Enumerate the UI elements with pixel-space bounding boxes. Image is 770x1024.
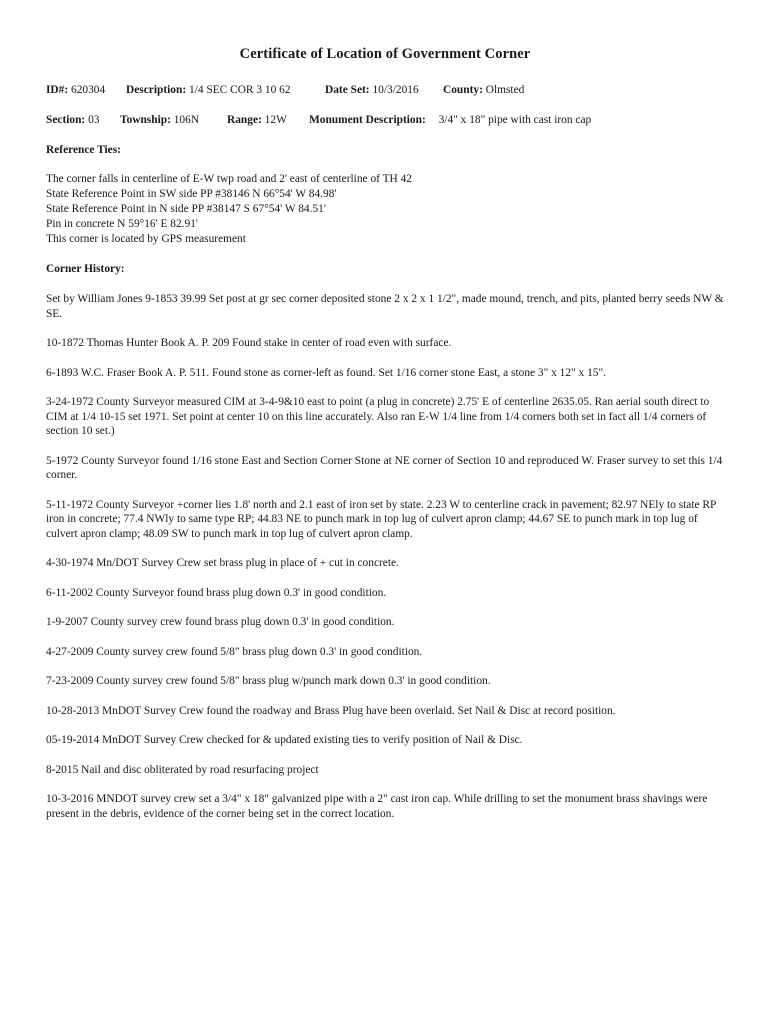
id-label: ID#: [46,84,69,96]
history-entry: 05-19-2014 MnDOT Survey Crew checked for & updated existing ties to verify position of Nail & Disc. [46,734,523,746]
range-label: Range: [227,114,262,126]
county-field [443,83,524,98]
township-field [120,113,199,128]
history-entry: 6-11-2002 County Surveyor found brass plug down 0.3' in good condition. [46,586,387,599]
history-entry: 5-1972 County Surveyor found 1/16 stone East and Section Corner Stone at NE corner of Section 10 and reproduced W. Fraser survey to set this 1/4 corner. [46,454,723,481]
description-field [126,83,291,98]
id-field [46,83,105,98]
history-entry: 8-2015 Nail and disc obliterated by road resurfacing project [46,763,319,776]
date-set-field [325,83,419,98]
range-value: 12W [264,114,287,126]
reference-ties-heading: Reference Ties: [46,144,121,156]
description-label: Description: [126,84,187,96]
history-entry: 10-3-2016 MNDOT survey crew set a 3/4" x 18" galvanized pipe with a 2" cast iron cap. While drilling to set the monument brass shavings were present in the debris, evidence of the corner being set in the correct location. [46,793,708,820]
section-value: 03 [88,114,100,126]
monument-value: 3/4" x 18" pipe with cast iron cap [438,114,592,126]
page-title: Certificate of Location of Government Corner [239,46,531,62]
history-entry: 10-1872 Thomas Hunter Book A. P. 209 Found stake in center of road even with surface. [46,337,452,349]
history-entry: 1-9-2007 County survey crew found brass plug down 0.3' in good condition. [46,616,395,628]
history-entry: 10-28-2013 MnDOT Survey Crew found the roadway and Brass Plug have been overlaid. Set Nail & Disc at record position. [46,704,616,717]
corner-history-heading: Corner History: [46,263,125,275]
monument-field [309,113,591,128]
reference-tie-line: Pin in concrete N 59°16' E 82.91' [46,218,198,230]
history-entry: 4-30-1974 Mn/DOT Survey Crew set brass plug in place of + cut in concrete. [46,557,399,569]
date-set-label: Date Set: [325,84,370,96]
date-set-value: 10/3/2016 [372,84,419,96]
history-entry: 7-23-2009 County survey crew found 5/8" brass plug w/punch mark down 0.3' in good condition. [46,675,491,687]
corner-history-list [46,292,730,836]
history-entry: 4-27-2009 County survey crew found 5/8" brass plug down 0.3' in good condition. [46,645,423,658]
history-entry: 6-1893 W.C. Fraser Book A. P. 511. Found stone as corner-left as found. Set 1/16 corner stone East, a stone 3" x 12" x 15". [46,366,606,379]
township-value: 106N [173,114,200,126]
description-value: 1/4 SEC COR 3 10 62 [188,84,291,96]
county-value: Olmsted [485,84,525,96]
section-field [46,113,99,128]
history-entry: Set by William Jones 9-1853 39.99 Set post at gr sec corner deposited stone 2 x 2 x 1 1/2", made mound, trench, and pits, planted berry seeds NW & SE. [46,293,724,320]
history-entry: 5-11-1972 County Surveyor +corner lies 1.8' north and 2.1 east of iron set by state. 2.23 W to centerline crack in pavement; 82.97 NEly to state RP iron in concrete; 77.4 NWly to same type RP; 44.83 NE to punch mark in top lug of culvert apron clamp; 44.67 SE to punch mark in top lug of culvert apron clamp; 48.09 SW to punch mark in top lug of culvert apron clamp. [46,498,716,540]
reference-tie-line: This corner is located by GPS measurement [46,233,246,245]
reference-ties-list [46,172,726,247]
history-entry: 3-24-1972 County Surveyor measured CIM at 3-4-9&10 east to point (a plug in concrete) 2.75' E of centerline 2635.05. Ran aerial south direct to CIM at 1/4 10-15 set 1971. Set point at center 10 on this line accurately. Also ran E-W 1/4 line from 1/4 corners both set in fact all 1/4 corners of section 10 set.) [46,396,710,437]
reference-tie-line: State Reference Point in SW side PP #38146 N 66°54' W 84.98' [46,188,337,200]
reference-tie-line: State Reference Point in N side PP #38147 S 67°54' W 84.51' [46,203,326,215]
id-value: 620304 [71,84,106,96]
county-label: County: [443,84,483,96]
township-label: Township: [120,114,171,126]
range-field [227,113,287,128]
monument-label: Monument Description: [309,114,426,126]
reference-tie-line: The corner falls in centerline of E-W twp road and 2' east of centerline of TH 42 [46,173,412,185]
section-label: Section: [46,114,86,126]
